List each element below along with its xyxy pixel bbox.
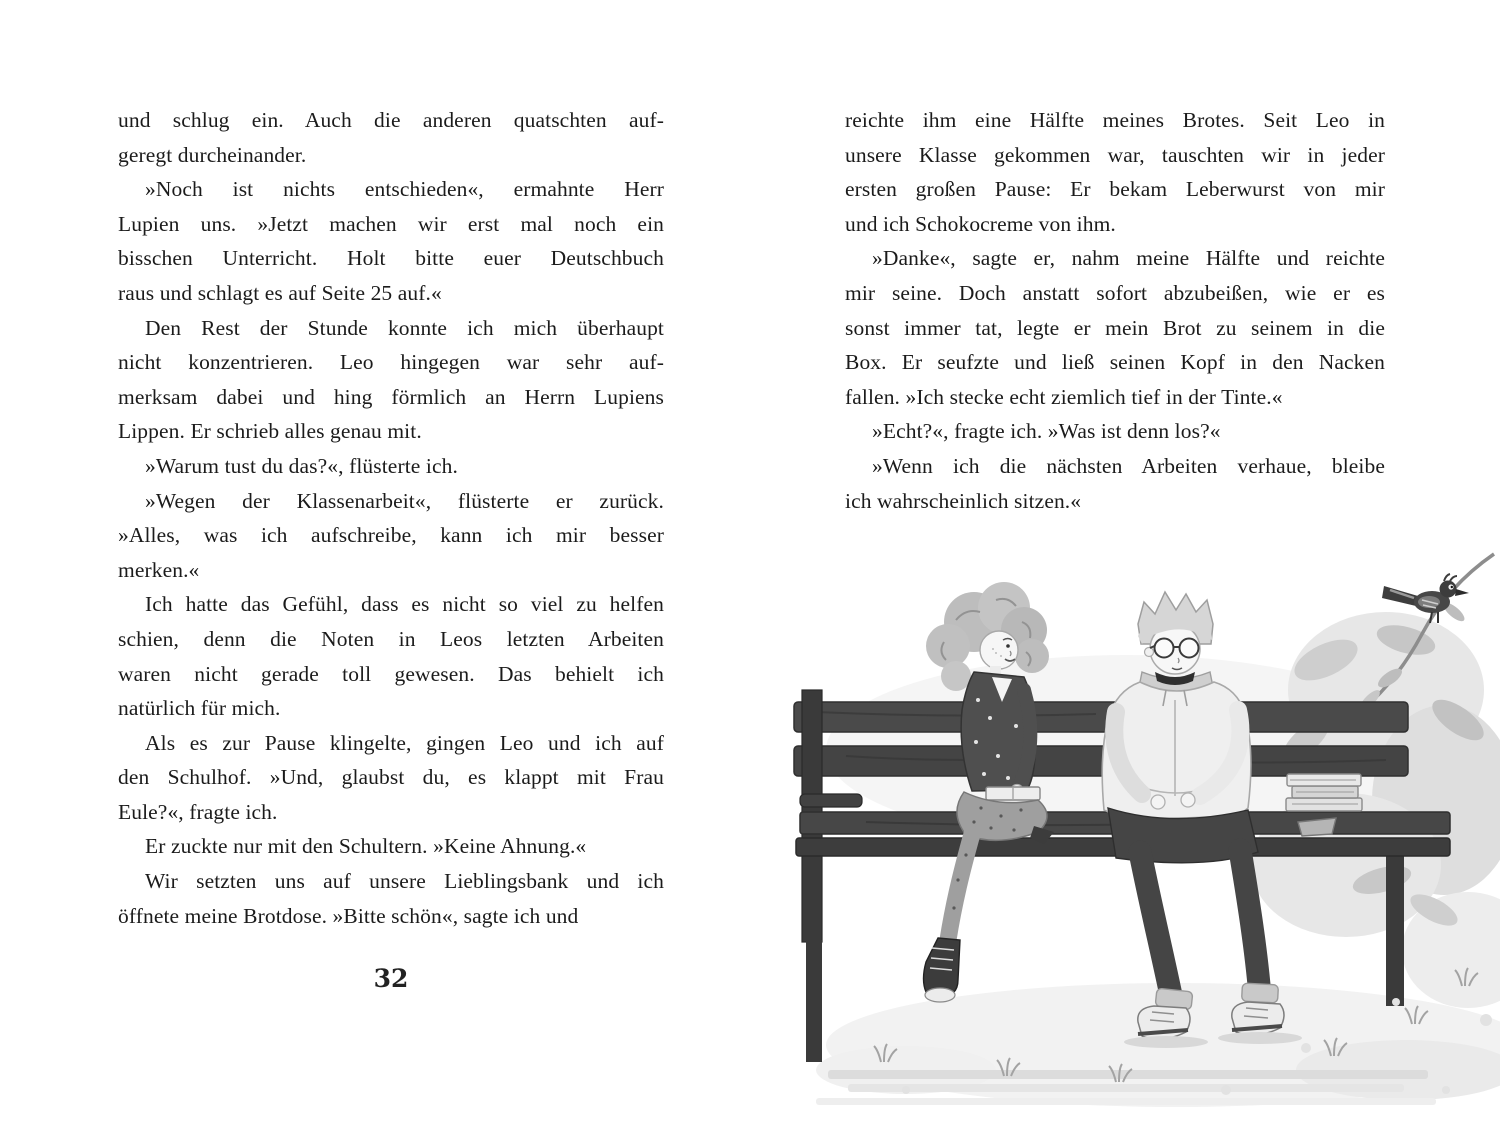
text-line: unsere Klasse gekommen war, tauschten wir in jeder	[845, 142, 1385, 167]
text-line: »Alles, was ich aufschreibe, kann ich mir besser	[118, 523, 664, 548]
text-line: Als es zur Pause klingelte, gingen Leo und ich auf	[145, 730, 664, 755]
text-line: geregt durcheinander.	[118, 142, 307, 167]
children-on-bench-illustration	[786, 550, 1500, 1122]
text-line: reichte ihm eine Hälfte meines Brotes. Seit Leo in	[845, 108, 1385, 132]
text-line: öffnete meine Brotdose. »Bitte schön«, sagte ich und	[118, 903, 579, 928]
text-line: bisschen Unterricht. Holt bitte euer Deutschbuch	[118, 246, 664, 271]
text-line: sonst immer tat, legte er mein Brot zu seinem in die	[845, 315, 1385, 340]
text-line: nicht konzentrieren. Leo hingegen war sehr auf-	[118, 350, 664, 375]
text-line: »Noch ist nichts entschieden«, ermahnte Herr	[145, 177, 664, 202]
text-line: den Schulhof. »Und, glaubst du, es klappt mit Frau	[118, 765, 664, 790]
text-line: mir seine. Doch anstatt sofort abzubeißen, wie er es	[845, 280, 1385, 305]
text-line: »Echt?«, fragte ich. »Was ist denn los?«	[872, 419, 1221, 444]
text-line: Box. Er seufzte und ließ seinen Kopf in den Nacken	[845, 350, 1385, 375]
text-line: Wir setzten uns auf unsere Lieblingsbank und ich	[145, 869, 664, 894]
sandwich	[1298, 818, 1336, 836]
text-line: ich wahrscheinlich sitzen.«	[845, 488, 1082, 513]
text-line: ersten großen Pause: Er bekam Leberwurst von mir	[845, 177, 1385, 202]
text-line: schien, denn die Noten in Leos letzten Arbeiten	[118, 626, 664, 651]
text-line: und ich Schokocreme von ihm.	[845, 211, 1116, 236]
right-page-text	[845, 103, 1385, 518]
text-line: fallen. »Ich stecke echt ziemlich tief in der Tinte.«	[845, 384, 1283, 409]
text-line: raus und schlagt es auf Seite 25 auf.«	[118, 280, 442, 305]
text-line: »Wegen der Klassenarbeit«, flüsterte er zurück.	[145, 488, 664, 513]
text-line: »Warum tust du das?«, flüsterte ich.	[145, 453, 458, 478]
text-line: »Danke«, sagte er, nahm meine Hälfte und reichte	[872, 246, 1385, 271]
text-line: Lupien uns. »Jetzt machen wir erst mal noch ein	[118, 211, 664, 236]
text-line: merken.«	[118, 557, 200, 582]
text-line: Eule?«, fragte ich.	[118, 799, 278, 824]
girl-sneaker	[924, 938, 961, 1002]
page-number: 32	[373, 964, 409, 993]
text-line: und schlug ein. Auch die anderen quatschten auf-	[118, 108, 664, 132]
text-line: Lippen. Er schrieb alles genau mit.	[118, 419, 422, 444]
text-line: »Wenn ich die nächsten Arbeiten verhaue, bleibe	[872, 453, 1385, 478]
text-line: waren nicht gerade toll gewesen. Das behielt ich	[118, 661, 664, 686]
text-line: Er zuckte nur mit den Schultern. »Keine Ahnung.«	[145, 834, 587, 859]
text-line: Den Rest der Stunde konnte ich mich überhaupt	[145, 315, 664, 340]
text-line: natürlich für mich.	[118, 696, 281, 721]
text-line: Ich hatte das Gefühl, dass es nicht so viel zu helfen	[145, 592, 664, 617]
text-line: merksam dabei und hing förmlich an Herrn Lupiens	[118, 384, 664, 409]
left-page-text	[118, 103, 664, 933]
